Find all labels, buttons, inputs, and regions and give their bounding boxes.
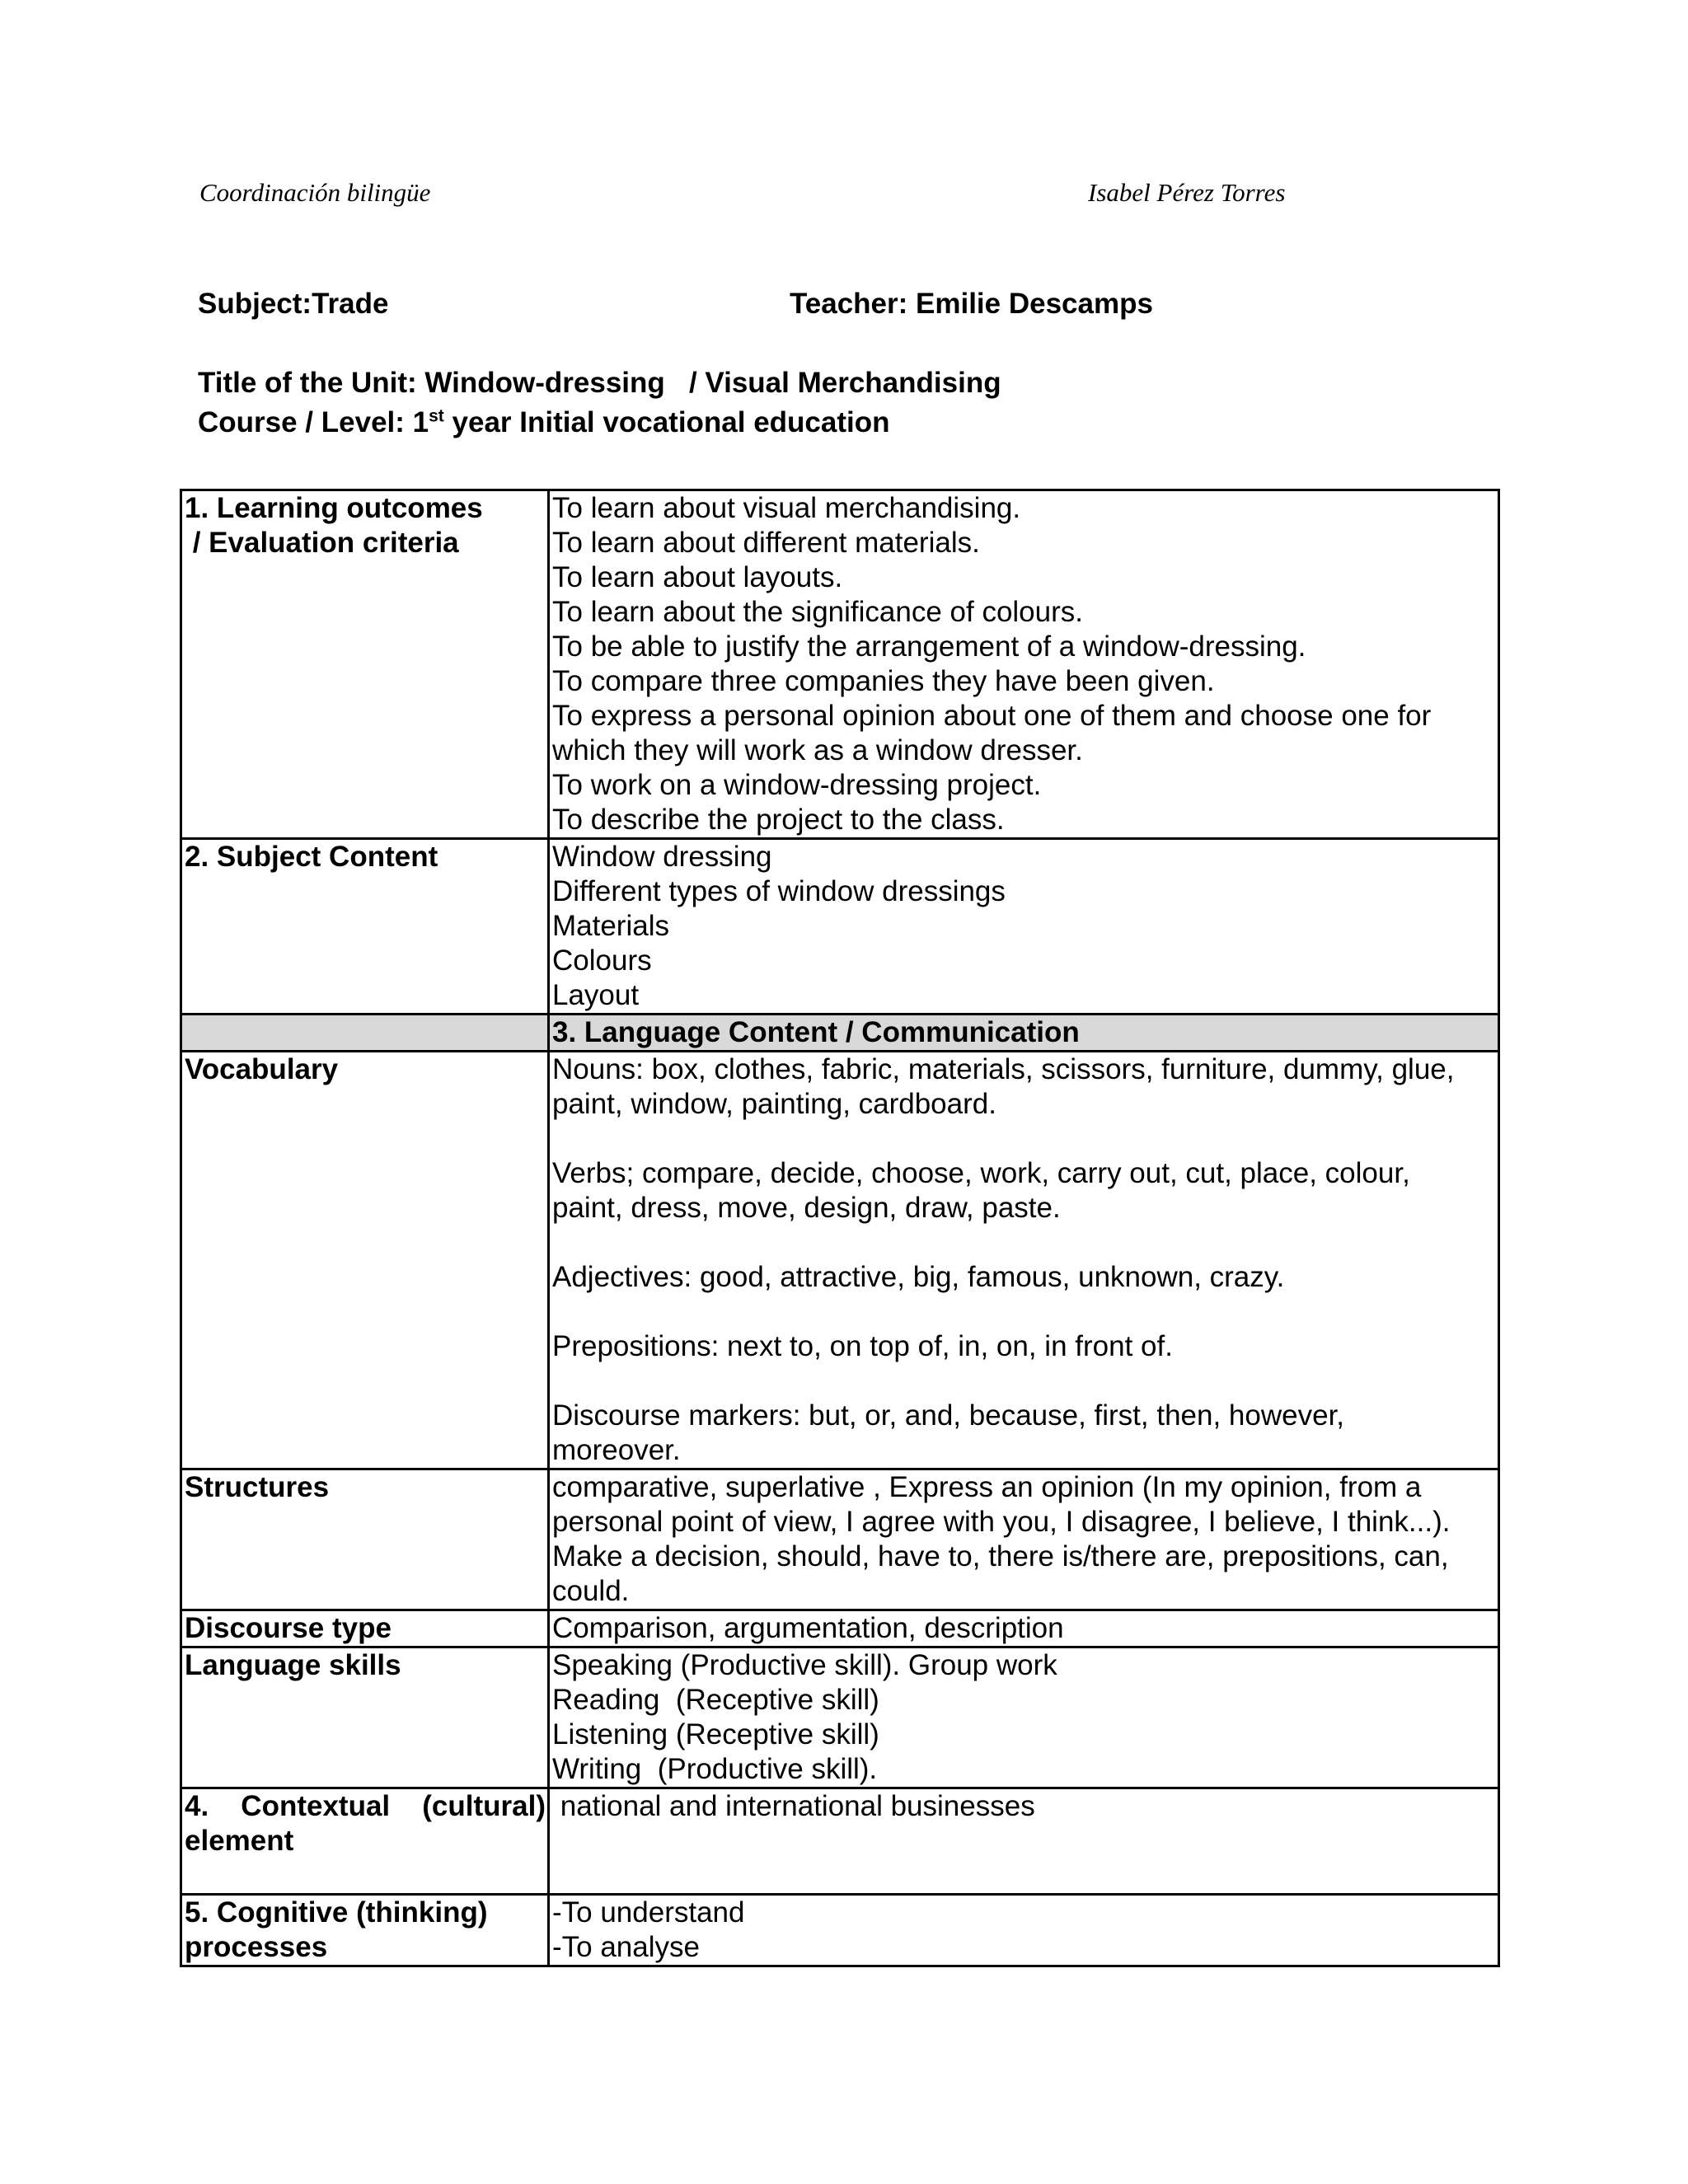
row-vocabulary [181, 1052, 1499, 1469]
row-language-skills [181, 1647, 1499, 1788]
list-item: personal point of view, I agree with you, I disagree, I believe, I think...). [552, 1506, 1451, 1538]
list-item: which they will work as a window dresser. [552, 734, 1083, 766]
cognitive-label-line-2: processes [185, 1931, 328, 1963]
language-band-title: 3. Language Content / Communication [549, 1015, 1499, 1052]
subject-content-content [549, 839, 1499, 1015]
vocabulary-content [549, 1052, 1499, 1469]
row-cognitive [181, 1895, 1499, 1966]
contextual-label-line-1: 4. Contextual (cultural) [185, 1790, 546, 1822]
discourse-line-1: Discourse markers: but, or, and, because, first, then, however, [552, 1399, 1345, 1432]
list-item: -To analyse [552, 1931, 700, 1963]
structures-content [549, 1469, 1499, 1610]
discourse-line-2: moreover. [552, 1434, 681, 1466]
subject-content-label: 2. Subject Content [181, 839, 549, 1015]
learning-outcomes-content [549, 490, 1499, 839]
vocabulary-label: Vocabulary [181, 1052, 549, 1469]
list-item: Window dressing [552, 841, 772, 873]
list-item: Materials [552, 910, 669, 942]
list-item: Layout [552, 979, 640, 1011]
nouns-line-1: Nouns: box, clothes, fabric, materials, scissors, furniture, dummy, glue, [552, 1053, 1455, 1085]
cognitive-label-line-1: 5. Cognitive (thinking) [185, 1896, 488, 1929]
header-author: Isabel Pérez Torres [1088, 178, 1286, 207]
list-item: To be able to justify the arrangement of a window-dressing. [552, 630, 1306, 663]
discourse-type-label: Discourse type [181, 1610, 549, 1647]
language-band-empty [181, 1015, 549, 1052]
row-structures [181, 1469, 1499, 1610]
course-prefix: Course / Level: 1 [198, 406, 429, 438]
prepositions-line: Prepositions: next to, on top of, in, on, in front of. [552, 1330, 1173, 1362]
contextual-label-line-2: element [185, 1825, 294, 1857]
language-skills-content [549, 1647, 1499, 1788]
list-item: Colours [552, 944, 652, 977]
cognitive-content [549, 1895, 1499, 1966]
row-learning-outcomes [181, 490, 1499, 839]
adjectives-line: Adjectives: good, attractive, big, famous, unknown, crazy. [552, 1261, 1285, 1293]
learning-label-line-2: / Evaluation criteria [185, 527, 459, 559]
nouns-line-2: paint, window, painting, cardboard. [552, 1088, 996, 1120]
list-item: Make a decision, should, have to, there is/there are, prepositions, can, [552, 1540, 1449, 1572]
verbs-line-2: paint, dress, move, design, draw, paste. [552, 1192, 1061, 1224]
contextual-label [181, 1788, 549, 1895]
header-coordination: Coordinación bilingüe [199, 178, 431, 207]
cognitive-label [181, 1895, 549, 1966]
row-contextual [181, 1788, 1499, 1895]
row-discourse-type [181, 1610, 1499, 1647]
spacer [552, 1122, 1496, 1156]
row-subject-content [181, 839, 1499, 1015]
list-item: To compare three companies they have been given. [552, 665, 1215, 697]
teacher-label: Teacher: Emilie Descamps [790, 288, 1153, 320]
discourse-type-value: Comparison, argumentation, description [549, 1610, 1499, 1647]
unit-title: Title of the Unit: Window-dressing / Visual Merchandising [198, 367, 1001, 399]
list-item: comparative, superlative , Express an opinion (In my opinion, from a [552, 1471, 1422, 1503]
list-item: could. [552, 1575, 630, 1607]
list-item: To learn about visual merchandising. [552, 492, 1021, 524]
language-skills-label: Language skills [181, 1647, 549, 1788]
list-item: Writing (Productive skill). [552, 1753, 878, 1785]
list-item: To describe the project to the class. [552, 804, 1005, 836]
contextual-value: national and international businesses [549, 1788, 1499, 1895]
list-item: To work on a window-dressing project. [552, 769, 1042, 801]
verbs-line-1: Verbs; compare, decide, choose, work, carry out, cut, place, colour, [552, 1157, 1410, 1189]
subject-label: Subject:Trade [198, 288, 389, 320]
spacer [552, 1364, 1496, 1399]
list-item: To learn about different materials. [552, 527, 980, 559]
list-item: To express a personal opinion about one of them and choose one for [552, 700, 1432, 732]
spacer [552, 1226, 1496, 1260]
unit-plan-table [180, 489, 1500, 1967]
spacer [552, 1295, 1496, 1329]
list-item: To learn about layouts. [552, 561, 843, 593]
course-level [198, 406, 890, 439]
list-item: Listening (Receptive skill) [552, 1718, 879, 1750]
course-sup: st [429, 406, 444, 426]
learning-label-line-1: 1. Learning outcomes [185, 492, 483, 524]
learning-outcomes-label [181, 490, 549, 839]
list-item: Different types of window dressings [552, 875, 1006, 907]
row-language-band [181, 1015, 1499, 1052]
list-item: -To understand [552, 1896, 745, 1929]
list-item: To learn about the significance of colours. [552, 596, 1083, 628]
list-item: Speaking (Productive skill). Group work [552, 1649, 1057, 1681]
structures-label: Structures [181, 1469, 549, 1610]
list-item: Reading (Receptive skill) [552, 1684, 879, 1716]
course-suffix: year Initial vocational education [443, 406, 890, 438]
